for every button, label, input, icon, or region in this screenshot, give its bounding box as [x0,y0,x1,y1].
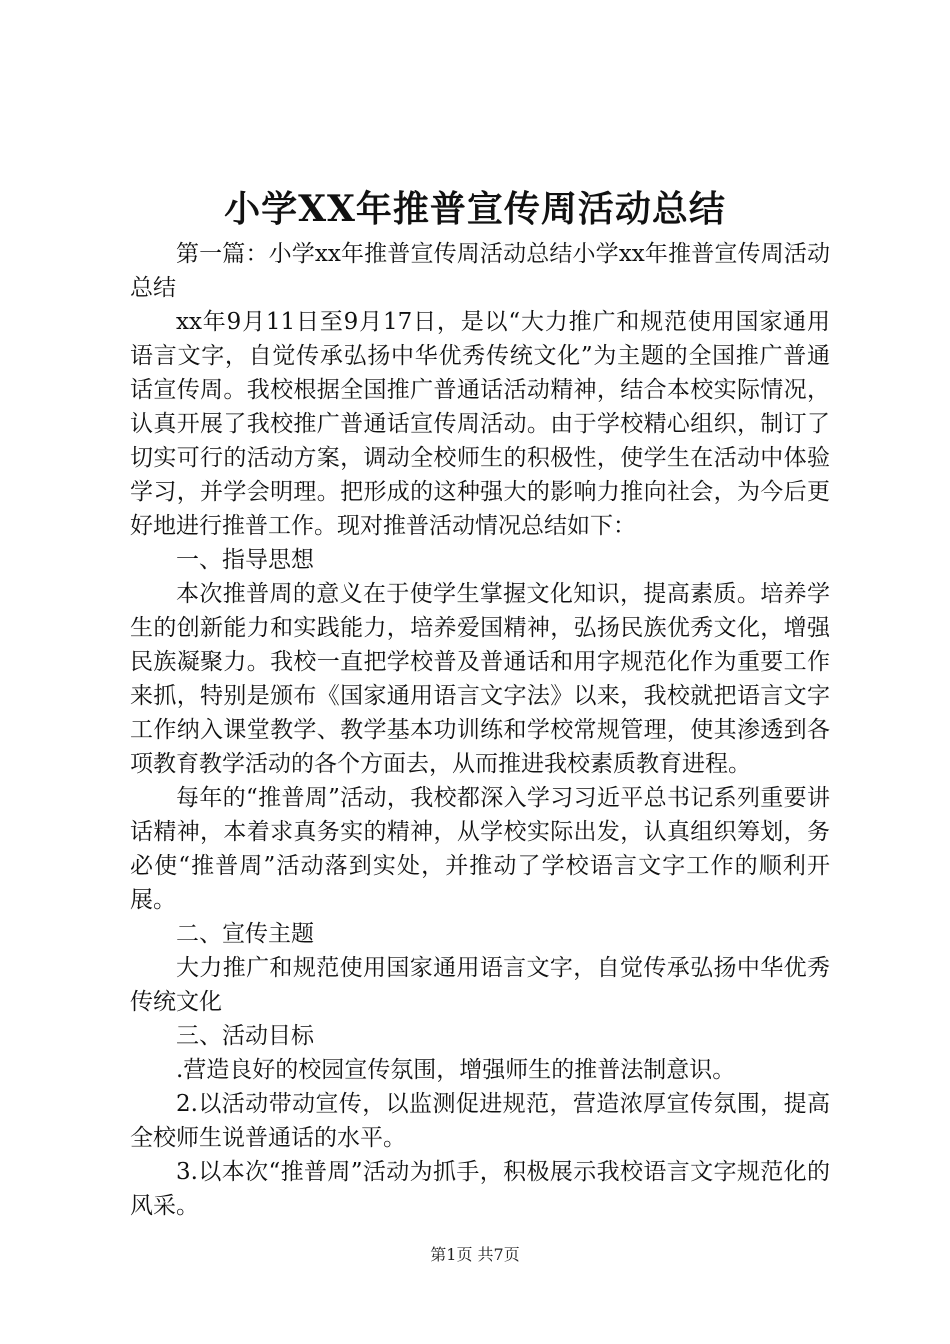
list-item-goal-1: .营造良好的校园宣传氛围，增强师生的推普法制意识。 [176,1057,736,1083]
paragraph-intro: xx年9月11日至9月17日，是以“大力推广和规范使用国家通用语言文字，自觉传承弘扬中华优秀传统文化”为主题的全国推广普通话宣传周。我校根据全国推广普通话活动精神，结合本校实际情况，认真开展了我校推广普通话宣传周活动。由于学校精心组织，制订了切实可行的活动方案，调动全校师生的积极性，使学生在活动中体验学习，并学会明理。把形成的这种强大的影响力推向社会，为今后更好地进行推普工作。现对推普活动情况总结如下： [130,309,830,539]
list-item-goal-2: 2.以活动带动宣传，以监测促进规范，营造浓厚宣传氛围，提高全校师生说普通话的水平。 [130,1091,830,1151]
paragraph-theme: 大力推广和规范使用国家通用语言文字，自觉传承弘扬中华优秀传统文化 [130,955,830,1015]
document-body [130,237,830,1223]
section-heading-guiding-thought: 一、指导思想 [176,547,314,573]
document-title: 小学XX年推普宣传周活动总结 [224,188,726,230]
section-heading-theme: 二、宣传主题 [176,921,314,947]
paragraph-guiding-thought: 本次推普周的意义在于使学生掌握文化知识，提高素质。培养学生的创新能力和实践能力，培养爱国精神，弘扬民族优秀文化，增强民族凝聚力。我校一直把学校普及普通话和用字规范化作为重要工作来抓，特别是颁布《国家通用语言文字法》以来，我校就把语言文字工作纳入课堂教学、教学基本功训练和学校常规管理，使其渗透到各项教育教学活动的各个方面去，从而推进我校素质教育进程。 [130,581,830,777]
section-heading-goals: 三、活动目标 [176,1023,314,1049]
paragraph-annual-activity: 每年的“推普周”活动，我校都深入学习习近平总书记系列重要讲话精神，本着求真务实的精神，从学校实际出发，认真组织筹划，务必使“推普周”活动落到实处，并推动了学校语言文字工作的顺利开展。 [130,785,830,913]
paragraph-heading-first-part: 第一篇：小学xx年推普宣传周活动总结小学xx年推普宣传周活动总结 [130,241,830,301]
list-item-goal-3: 3.以本次“推普周”活动为抓手，积极展示我校语言文字规范化的风采。 [130,1159,830,1219]
page-number-footer: 第1页 共7页 [430,1245,520,1264]
